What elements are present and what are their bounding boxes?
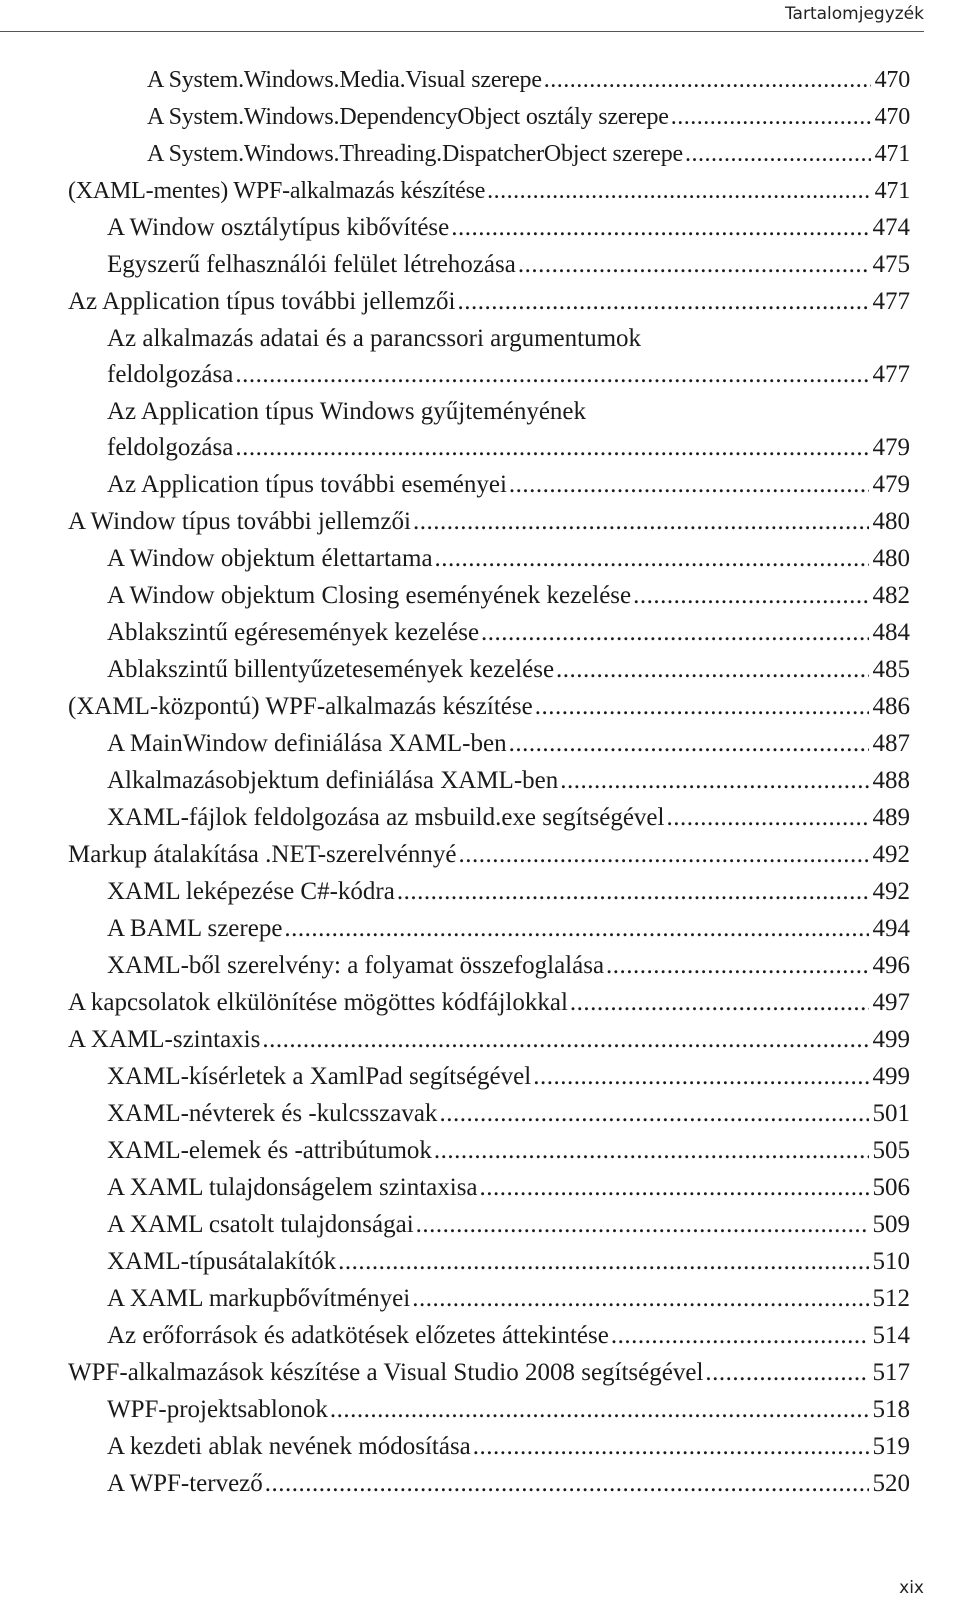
toc-entry[interactable] [0, 615, 910, 651]
toc-leader-dots [570, 985, 869, 1021]
toc-entry[interactable] [0, 837, 910, 873]
toc-entry[interactable] [0, 357, 910, 393]
toc-entry-title: A Window osztálytípus kibővítése [107, 214, 450, 241]
toc-leader-dots [611, 1318, 869, 1354]
toc-page-number: 487 [872, 730, 910, 757]
toc-page-number: 480 [872, 545, 910, 572]
toc-leader-dots [606, 948, 868, 984]
toc-entry[interactable] [0, 800, 910, 836]
toc-entry[interactable] [0, 504, 910, 540]
toc-entry-title: XAML-kísérletek a XamlPad segítségével [107, 1063, 532, 1090]
toc-entry-title: XAML-ből szerelvény: a folyamat összefoglalása [107, 952, 605, 979]
toc-leader-dots [459, 837, 869, 873]
toc-entry[interactable] [0, 1133, 910, 1169]
toc-leader-dots [666, 800, 868, 836]
toc-leader-dots [235, 357, 868, 393]
toc-leader-dots [338, 1244, 868, 1280]
toc-leader-dots [265, 1466, 869, 1502]
toc-leader-dots [473, 1429, 869, 1465]
toc-entry-title: A XAML-szintaxis [68, 1026, 261, 1053]
toc-leader-dots [671, 99, 871, 135]
toc-page-number: 470 [874, 104, 910, 130]
toc-entry-title: XAML-fájlok feldolgozása az msbuild.exe segítségével [107, 804, 665, 831]
toc-page-number: 499 [872, 1026, 910, 1053]
toc-leader-dots [556, 652, 868, 688]
toc-leader-dots [457, 284, 868, 320]
toc-entry-title: XAML leképezése C#-kódra [107, 878, 395, 905]
toc-page-number: 484 [872, 619, 910, 646]
toc-entry[interactable] [0, 1244, 910, 1280]
toc-entry-title: A XAML tulajdonságelem szintaxisa [107, 1174, 478, 1201]
toc-page-number: 488 [872, 767, 910, 794]
toc-page-number: 485 [872, 656, 910, 683]
toc-leader-dots [330, 1392, 869, 1428]
toc-entry-title: Ablakszintű billentyűzetesemények kezelése [107, 656, 555, 683]
toc-entry[interactable] [0, 578, 910, 614]
toc-leader-dots [434, 1133, 869, 1169]
toc-entry-title: feldolgozása [107, 434, 234, 461]
toc-page-number: 492 [872, 841, 910, 868]
toc-entry-title: A kezdeti ablak nevének módosítása [107, 1433, 471, 1460]
page-number: xix [899, 1578, 924, 1598]
toc-leader-dots [451, 210, 868, 246]
header-divider [0, 31, 924, 32]
toc-page-number: 470 [874, 67, 910, 93]
toc-entry[interactable] [0, 1059, 910, 1095]
toc-entry[interactable] [0, 210, 910, 246]
toc-entry[interactable] [0, 62, 910, 98]
toc-entry[interactable] [0, 985, 910, 1021]
toc-leader-dots [633, 578, 868, 614]
toc-entry[interactable] [0, 1466, 910, 1502]
toc-leader-dots [413, 504, 869, 540]
toc-entry-title: XAML-névterek és -kulcsszavak [107, 1100, 438, 1127]
toc-page-number: 479 [872, 434, 910, 461]
toc-entry[interactable] [0, 948, 910, 984]
toc-entry[interactable] [0, 874, 910, 910]
toc-entry-title: A Window objektum Closing eseményének kezelése [107, 582, 632, 609]
toc-entry-title: feldolgozása [107, 361, 234, 388]
toc-page-number: 496 [872, 952, 910, 979]
toc-entry-title-first-line: Az alkalmazás adatai és a parancssori argumentumok [107, 325, 642, 352]
toc-entry[interactable] [0, 541, 910, 577]
toc-entry[interactable] [0, 430, 910, 466]
toc-entry[interactable] [0, 1355, 910, 1391]
toc-entry[interactable] [0, 173, 910, 209]
toc-entry[interactable] [0, 689, 910, 725]
toc-page-number: 518 [872, 1396, 910, 1423]
toc-leader-dots [412, 1281, 868, 1317]
toc-leader-dots [487, 173, 870, 209]
toc-leader-dots [705, 1355, 868, 1391]
toc-entry-title-first-line: Az Application típus Windows gyűjteményének [107, 398, 587, 425]
toc-page-number: 517 [872, 1359, 910, 1386]
toc-entry-title: A Window objektum élettartama [107, 545, 433, 572]
toc-page-number: 501 [872, 1100, 910, 1127]
toc-entry[interactable] [0, 726, 910, 762]
toc-leader-dots [235, 430, 868, 466]
toc-entry-title: Az Application típus további jellemzői [68, 288, 456, 315]
toc-entry[interactable] [0, 1170, 910, 1206]
toc-entry[interactable] [0, 1318, 910, 1354]
toc-page-number: 512 [872, 1285, 910, 1312]
toc-entry-title: A Window típus további jellemzői [68, 508, 411, 535]
toc-entry-title: Egyszerű felhasználói felület létrehozása [107, 251, 516, 278]
toc-entry-title: XAML-elemek és -attribútumok [107, 1137, 432, 1164]
toc-entry-title: A kapcsolatok elkülönítése mögöttes kódfájlokkal [68, 989, 568, 1016]
toc-entry[interactable] [0, 284, 910, 320]
toc-leader-dots [284, 911, 868, 947]
toc-entry-title: A BAML szerepe [107, 915, 283, 942]
toc-entry[interactable] [0, 1207, 910, 1243]
toc-leader-dots [416, 1207, 869, 1243]
toc-page-number: 486 [872, 693, 910, 720]
toc-page-number: 477 [872, 361, 910, 388]
toc-entry-title: (XAML-központú) WPF-alkalmazás készítése [68, 693, 533, 720]
toc-entry[interactable] [0, 1022, 910, 1058]
toc-leader-dots [481, 615, 868, 651]
toc-entry[interactable] [0, 763, 910, 799]
toc-entry-title: A XAML markupbővítményei [107, 1285, 411, 1312]
toc-entry-title: A System.Windows.DependencyObject osztály szerepe [147, 104, 669, 130]
toc-leader-dots [560, 763, 868, 799]
toc-entry[interactable] [0, 1429, 910, 1465]
toc-entry-title: A System.Windows.Media.Visual szerepe [147, 67, 542, 93]
toc-leader-dots [262, 1022, 868, 1058]
toc-leader-dots [685, 136, 871, 172]
header-title: Tartalomjegyzék [784, 4, 924, 24]
toc-entry-title: A MainWindow definiálása XAML-ben [107, 730, 507, 757]
toc-entry-title: WPF-alkalmazások készítése a Visual Studio 2008 segítségével [68, 1359, 704, 1386]
toc-entry[interactable] [0, 247, 910, 283]
toc-entry[interactable] [0, 1392, 910, 1428]
toc-leader-dots [439, 1096, 868, 1132]
toc-leader-dots [533, 1059, 868, 1095]
toc-leader-dots [544, 62, 871, 98]
toc-page-number: 479 [872, 471, 910, 498]
toc-page-number: 471 [874, 141, 910, 167]
toc-entry-title: Alkalmazásobjektum definiálása XAML-ben [107, 767, 559, 794]
toc-page-number: 471 [874, 178, 910, 204]
toc-page-number: 497 [872, 989, 910, 1016]
toc-page-number: 505 [872, 1137, 910, 1164]
toc-leader-dots [518, 247, 869, 283]
toc-entry-title: A WPF-tervező [107, 1470, 263, 1497]
toc-leader-dots [509, 467, 869, 503]
toc-page-number: 514 [872, 1322, 910, 1349]
toc-entry-title: Az erőforrások és adatkötések előzetes áttekintése [107, 1322, 609, 1349]
toc-page-number: 475 [872, 251, 910, 278]
toc-entry-title: Ablakszintű egéresemények kezelése [107, 619, 480, 646]
toc-entry[interactable] [0, 467, 910, 503]
toc-entry-title: A System.Windows.Threading.DispatcherObject szerepe [147, 141, 684, 167]
toc-leader-dots [435, 541, 869, 577]
toc-entry[interactable] [0, 911, 910, 947]
toc-page-number: 477 [872, 288, 910, 315]
toc-entry[interactable] [0, 136, 910, 172]
toc-leader-dots [535, 689, 869, 725]
toc-leader-dots [480, 1170, 869, 1206]
toc-entry-title: Az Application típus további eseményei [107, 471, 507, 498]
toc-entry-title: (XAML-mentes) WPF-alkalmazás készítése [68, 178, 486, 204]
toc-page-number: 494 [872, 915, 910, 942]
toc-page-number: 492 [872, 878, 910, 905]
toc-page-number: 482 [872, 582, 910, 609]
toc-entry-title: XAML-típusátalakítók [107, 1248, 337, 1275]
toc-entry-title: WPF-projektsablonok [107, 1396, 328, 1423]
toc-page-number: 474 [872, 214, 910, 241]
toc-leader-dots [397, 874, 869, 910]
toc-entry[interactable] [0, 99, 910, 135]
toc-entry-title: Markup átalakítása .NET-szerelvénnyé [68, 841, 457, 868]
toc-page-number: 499 [872, 1063, 910, 1090]
toc-leader-dots [509, 726, 869, 762]
toc-page-number: 510 [872, 1248, 910, 1275]
toc-entry-title: A XAML csatolt tulajdonságai [107, 1211, 414, 1238]
toc-page-number: 520 [872, 1470, 910, 1497]
toc-entry[interactable] [0, 1096, 910, 1132]
toc-page-number: 509 [872, 1211, 910, 1238]
toc-page-number: 480 [872, 508, 910, 535]
toc-page-number: 519 [872, 1433, 910, 1460]
toc-page-number: 506 [872, 1174, 910, 1201]
toc-entry[interactable] [0, 1281, 910, 1317]
toc-entry[interactable] [0, 652, 910, 688]
toc-page-number: 489 [872, 804, 910, 831]
